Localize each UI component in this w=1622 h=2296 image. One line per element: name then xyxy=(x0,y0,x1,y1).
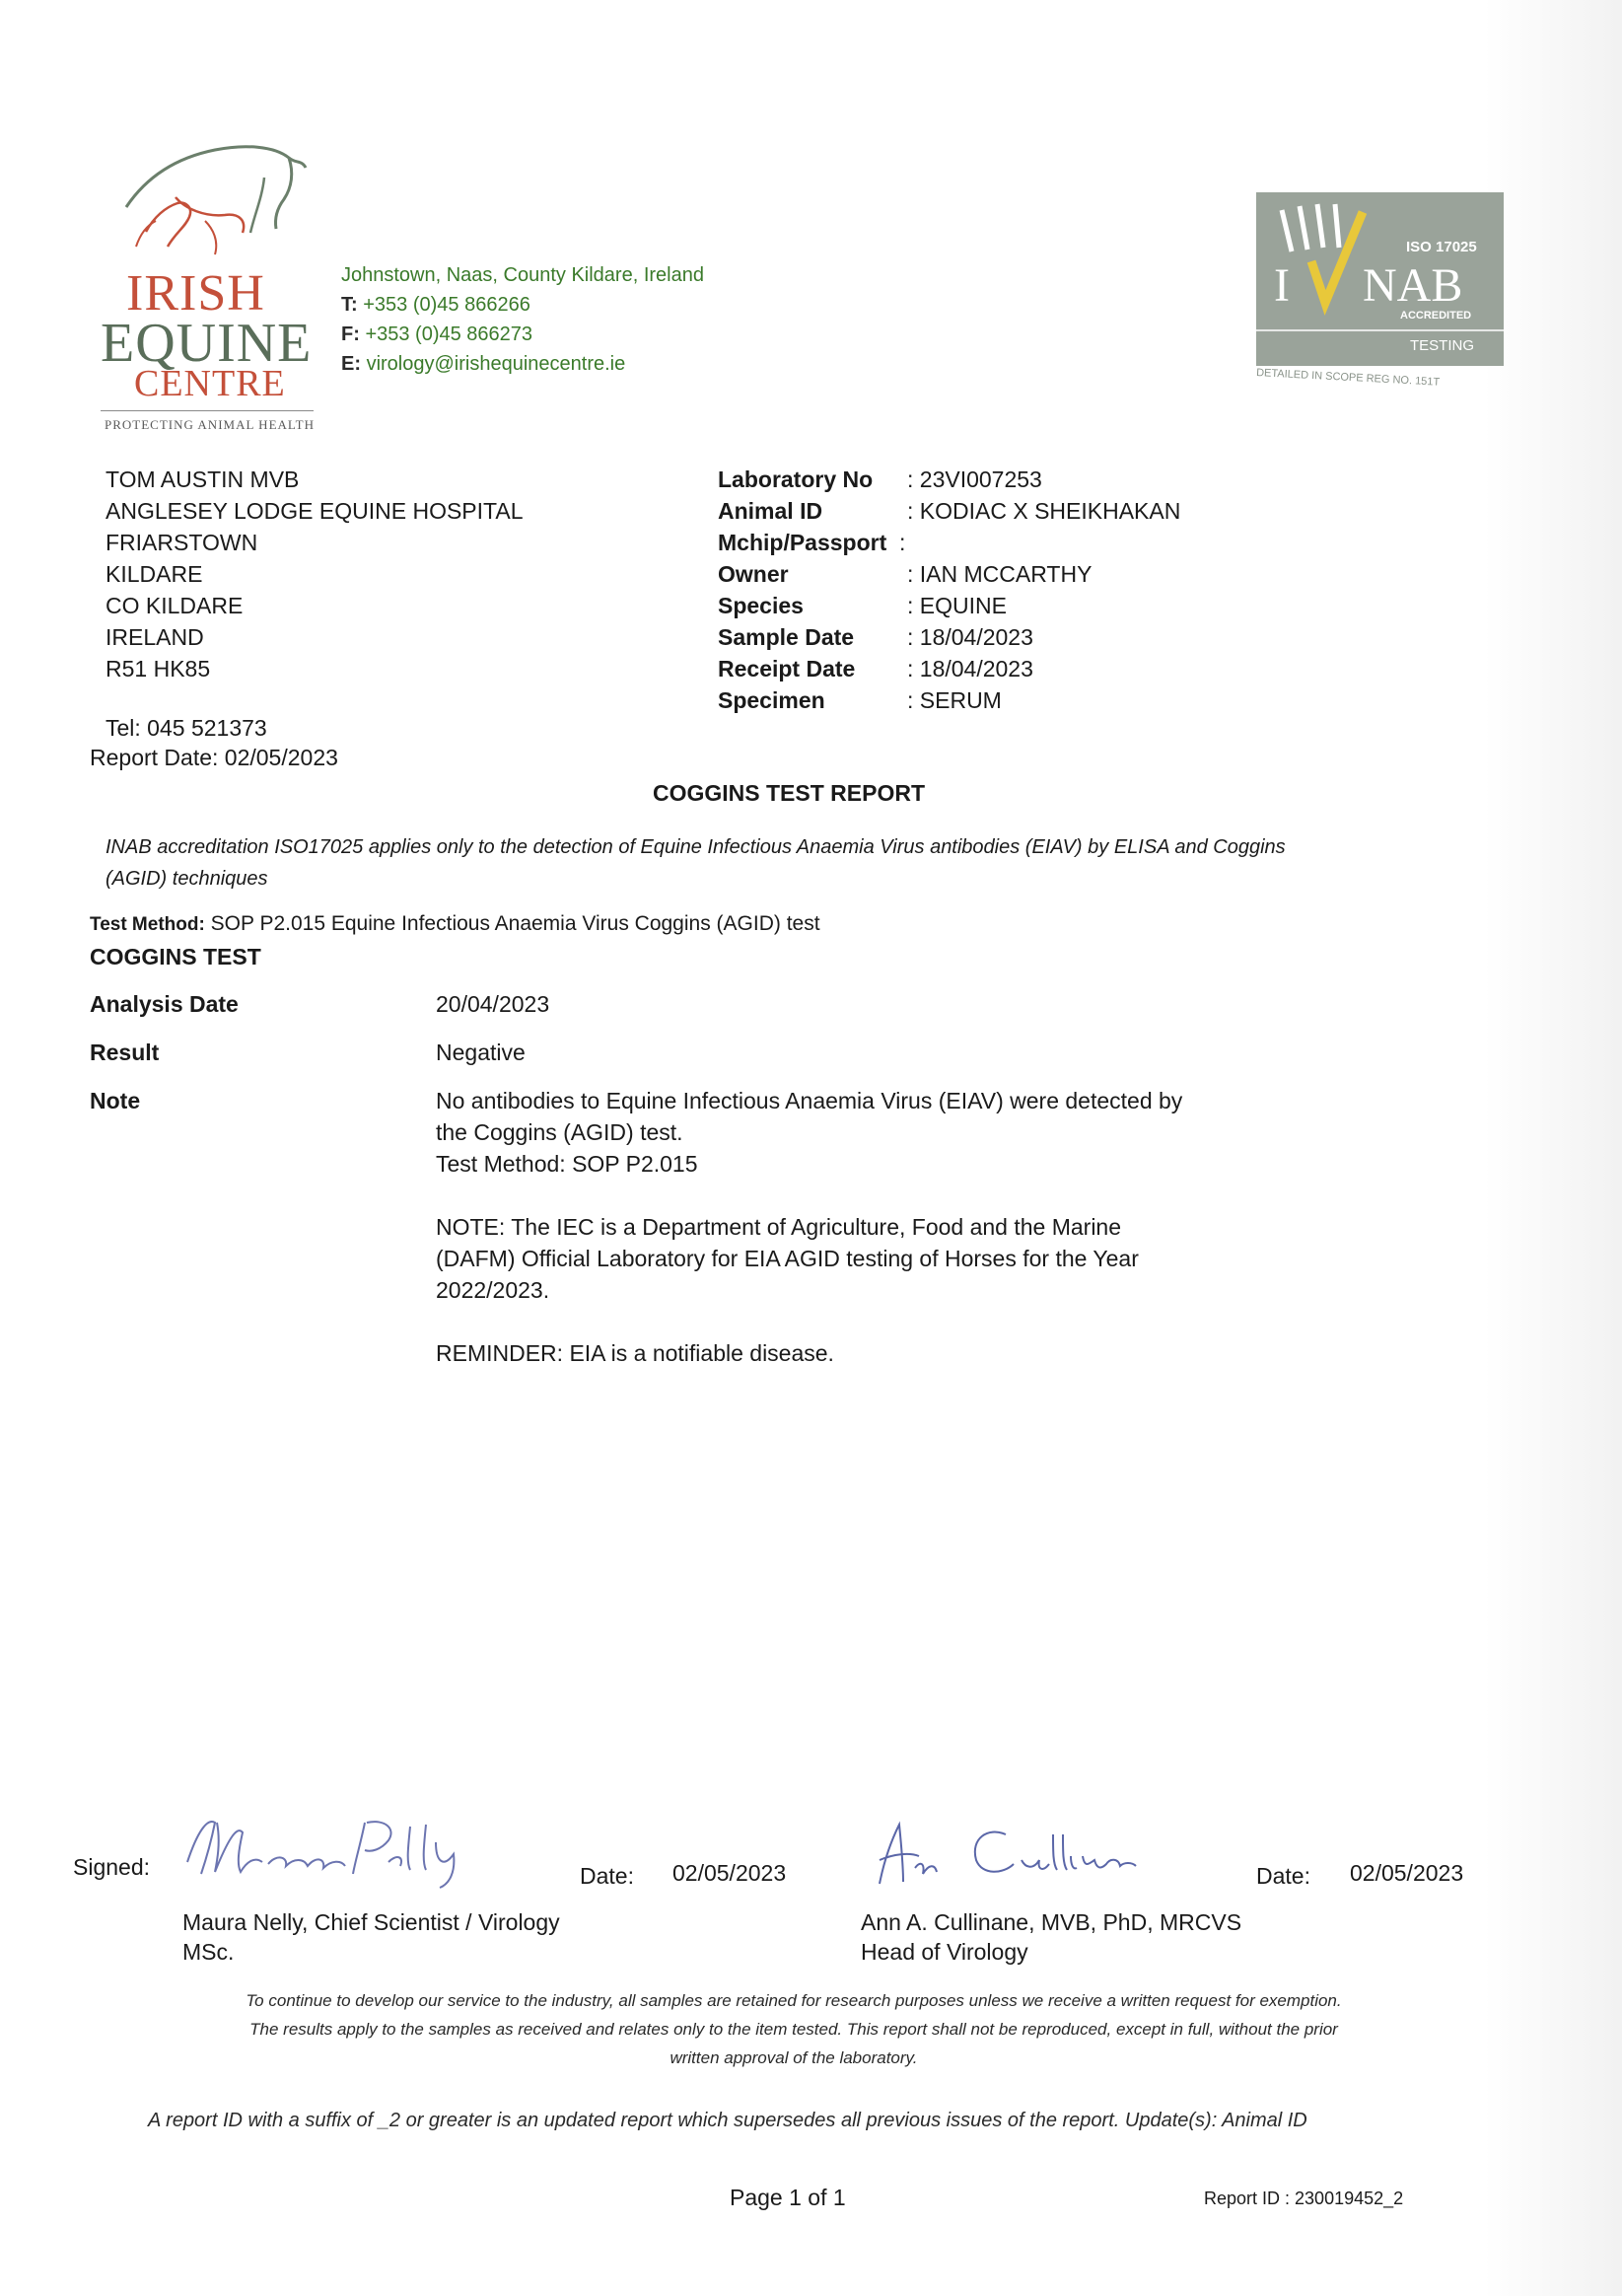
address-line: IRELAND xyxy=(106,624,204,650)
inab-scope-text: DETAILED IN SCOPE REG NO. 151T xyxy=(1255,367,1441,389)
signed-label: Signed: xyxy=(73,1854,151,1880)
lab-info-row: Species : EQUINE xyxy=(718,593,1007,618)
address-line: CO KILDARE xyxy=(106,593,244,618)
result-label: Result xyxy=(90,1040,160,1065)
lab-info-row: Laboratory No : 23VI007253 xyxy=(718,466,1042,492)
report-date: Report Date: 02/05/2023 xyxy=(90,745,338,770)
logo-word-equine: EQUINE xyxy=(101,313,313,374)
inab-accreditation-badge xyxy=(1252,192,1504,389)
section-heading: COGGINS TEST xyxy=(90,944,261,969)
contact-phone: T: +353 (0)45 866266 xyxy=(341,294,530,316)
address-line: ANGLESEY LODGE EQUINE HOSPITAL xyxy=(106,498,524,524)
disclaimer: To continue to develop our service to the industry, all samples are retained for research purposes unless we receive a written request for exemption. The results apply to the samples as received and relates only to the item tested. This report shall not be reproduced, except in full, without the prior written approval of the laboratory. xyxy=(246,1991,1342,2067)
address-line: FRIARSTOWN xyxy=(106,530,258,555)
test-method: Test Method: SOP P2.015 Equine Infectious Anaemia Virus Coggins (AGID) test xyxy=(90,912,820,935)
inab-accredited-text: ACCREDITED xyxy=(1400,310,1472,322)
signature-left xyxy=(177,1803,503,1892)
note-paragraph-2: NOTE: The IEC is a Department of Agriculture, Food and the Marine (DAFM) Official Laboratory for EIA AGID testing of Horses for the Year 2022/2023. xyxy=(436,1214,1139,1303)
lab-info-row: Mchip/Passport : xyxy=(718,530,906,555)
horse-logo-icon xyxy=(116,138,314,266)
left-signatory: Maura Nelly, Chief Scientist / Virology MSc. xyxy=(182,1909,560,1965)
right-signatory: Ann A. Cullinane, MVB, PhD, MRCVS Head of Virology xyxy=(861,1909,1242,1965)
result-value: Negative xyxy=(436,1040,526,1065)
report-id: Report ID : 230019452_2 xyxy=(1204,2188,1404,2208)
scan-edge-shade xyxy=(1484,0,1622,2296)
left-date-value: 02/05/2023 xyxy=(672,1860,787,1886)
lab-info-row: Specimen : SERUM xyxy=(718,687,1002,713)
report-suffix-note: A report ID with a suffix of _2 or greater is an updated report which supersedes all previous issues of the report. Update(s): Animal ID xyxy=(148,2110,1307,2131)
address-line: TOM AUSTIN MVB xyxy=(106,466,300,492)
lab-info-table xyxy=(718,464,1180,716)
recipient-tel: Tel: 045 521373 xyxy=(106,715,267,741)
address-line: R51 HK85 xyxy=(106,656,211,682)
note-label: Note xyxy=(90,1088,141,1113)
note-paragraph-1: No antibodies to Equine Infectious Anaemia Virus (EIAV) were detected by the Coggins (AGID) test. Test Method: SOP P2.015 xyxy=(436,1088,1183,1177)
page-number: Page 1 of 1 xyxy=(730,2185,846,2210)
inab-testing-text: TESTING xyxy=(1410,337,1475,354)
logo-word-centre: CENTRE xyxy=(134,363,286,404)
inab-note: INAB accreditation ISO17025 applies only to the detection of Equine Infectious Anaemia Virus antibodies (EIAV) by ELISA and Coggins (AGID) techniques xyxy=(106,836,1286,890)
logo-tagline: PROTECTING ANIMAL HEALTH xyxy=(105,417,315,432)
right-date-label: Date: xyxy=(1256,1863,1310,1889)
lab-info-row: Receipt Date : 18/04/2023 xyxy=(718,656,1033,682)
inab-nab-text: NAB xyxy=(1363,259,1463,312)
analysis-date-label: Analysis Date xyxy=(90,991,239,1017)
lab-info-row: Animal ID : KODIAC X SHEIKHAKAN xyxy=(718,498,1181,524)
logo-divider xyxy=(101,410,314,411)
address-line: KILDARE xyxy=(106,561,203,587)
recipient-address xyxy=(106,464,524,684)
lab-info-row: Sample Date : 18/04/2023 xyxy=(718,624,1033,650)
right-date-value: 02/05/2023 xyxy=(1350,1860,1464,1886)
inab-iso-text: ISO 17025 xyxy=(1406,239,1477,255)
report-title: COGGINS TEST REPORT xyxy=(653,780,926,806)
contact-fax: F: +353 (0)45 866273 xyxy=(341,323,533,345)
contact-address: Johnstown, Naas, County Kildare, Ireland xyxy=(341,264,704,286)
logo-word-irish: IRISH xyxy=(126,265,265,322)
contact-block xyxy=(341,260,704,379)
inab-i-text: I xyxy=(1274,259,1290,312)
analysis-date-value: 20/04/2023 xyxy=(436,991,550,1017)
lab-info-row: Owner : IAN MCCARTHY xyxy=(718,561,1093,587)
contact-email: E: virology@irishequinecentre.ie xyxy=(341,353,626,375)
signature-right xyxy=(860,1805,1175,1894)
reminder-text: REMINDER: EIA is a notifiable disease. xyxy=(436,1340,834,1366)
left-date-label: Date: xyxy=(580,1863,634,1889)
